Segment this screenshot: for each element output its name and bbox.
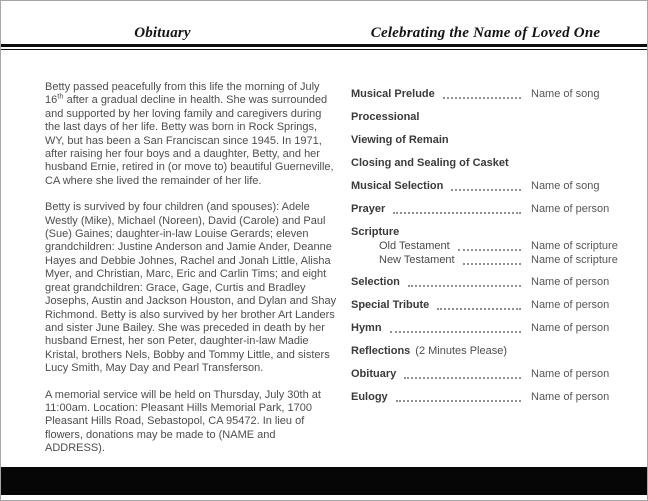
program-item-label: Viewing of Remain xyxy=(351,134,449,146)
footer-black-bar xyxy=(1,467,647,495)
dotted-leader xyxy=(437,307,521,310)
dotted-leader xyxy=(404,376,521,379)
dotted-leader xyxy=(458,248,521,251)
program-item xyxy=(351,322,631,335)
ordinal-superscript: th xyxy=(57,91,64,101)
program-item-label: New Testament xyxy=(379,254,455,266)
program-item-value: Name of person xyxy=(531,203,610,215)
program-subitem-group xyxy=(351,240,631,267)
program-item-label: Reflections xyxy=(351,345,411,357)
left-page-title: Obituary xyxy=(134,25,191,41)
dotted-leader xyxy=(451,188,521,191)
program-subitem xyxy=(351,254,631,267)
program-item xyxy=(351,134,631,147)
program-item xyxy=(351,88,631,101)
dotted-leader xyxy=(463,262,521,265)
program-item xyxy=(351,368,631,381)
dotted-leader xyxy=(390,330,521,333)
dotted-leader xyxy=(408,284,521,287)
program-item-note: (2 Minutes Please) xyxy=(415,345,508,357)
program-item xyxy=(351,111,631,124)
obituary-paragraph: Betty is survived by four children (and spouses): Adele Westly (Mike), Michael (Noreen), David (Carole) and Paul (Sue) Gaines; daughter-in-law Louise Gerards; eleven grandchildren: Justine Anderson and Jamie Ander, Deanne Hayes and Debbie Johnes, Rachel and Jonah Little, Alisha Myer, and Christian, Marc, Eric and Carlin Tims; and eight great grandchildren: Grace, Gage, Curtis and Bradley Josephs, Austin and Jackson Houston, and Dylan and Shay Richmond. Betty is also survived by her brother Art Landers and sister June Bailey. She was preceded in death by her husband Ernest, her son Peter, daughter-in-law Madie Kristal, brothers Nels, Bobby and Tommy Little, and sisters Lucy Smith, May Day and Pearl Transferson. xyxy=(45,201,337,375)
obituary-paragraph: A memorial service will be held on Thursday, July 30th at 11:00am. Location: Pleasant Hills Memorial Park, 1700 Pleasant Hills Road, Sebastopol, CA 95472. In lieu of flowers, donations may be made to (NAME and ADDRESS). xyxy=(45,388,321,455)
program-item-value: Name of person xyxy=(531,276,610,288)
obituary-paragraph: Betty passed peacefully from this life the morning of July 16th after a gradual decline in health. She was surrounded and supported by her loving family and caregivers during the last days of her life. Betty was born in Rock Springs, WY, but has been a San Franciscan since 1945. In 1971, after raising her four boys and a daughter, Betty, and her husband Ernie, retired in (or move to) beautiful Guerneville, CA where she lived the remainder of her life. xyxy=(45,81,334,187)
program-item-label: Eulogy xyxy=(351,391,388,403)
program-item-label: Scripture xyxy=(351,226,400,238)
program-item-value: Name of song xyxy=(531,88,600,100)
program-list xyxy=(351,88,631,469)
program-item-value: Name of person xyxy=(531,322,610,334)
program-item xyxy=(351,180,631,193)
program-item-label: Special Tribute xyxy=(351,299,430,311)
program-item xyxy=(351,203,631,216)
dotted-leader xyxy=(393,211,521,214)
program-item xyxy=(351,299,631,312)
program-item-value: Name of scripture xyxy=(531,254,618,266)
program-subitem xyxy=(351,240,631,253)
page-header xyxy=(1,1,647,44)
program-item xyxy=(351,226,631,239)
program-item-label: Old Testament xyxy=(379,240,450,252)
page-content xyxy=(1,50,647,469)
program-item-label: Prayer xyxy=(351,203,386,215)
program-item xyxy=(351,276,631,289)
program-item-value: Name of song xyxy=(531,180,600,192)
program-item xyxy=(351,157,631,170)
program-item-value: Name of person xyxy=(531,391,610,403)
program-item-label: Obituary xyxy=(351,368,397,380)
program-item-label: Closing and Sealing of Casket xyxy=(351,157,509,169)
program-item-label: Processional xyxy=(351,111,420,123)
obituary-body xyxy=(45,81,337,469)
program-item-value: Name of person xyxy=(531,299,610,311)
program-item-label: Musical Selection xyxy=(351,180,444,192)
program-item-label: Musical Prelude xyxy=(351,88,435,100)
dotted-leader xyxy=(396,399,521,402)
program-item xyxy=(351,345,631,358)
program-item-value: Name of person xyxy=(531,368,610,380)
program-item-label: Selection xyxy=(351,276,400,288)
dotted-leader xyxy=(443,96,521,99)
program-item-value: Name of scripture xyxy=(531,240,618,252)
right-page-title: Celebrating the Name of Loved One xyxy=(370,25,601,41)
program-item-label: Hymn xyxy=(351,322,382,334)
program-item xyxy=(351,391,631,404)
